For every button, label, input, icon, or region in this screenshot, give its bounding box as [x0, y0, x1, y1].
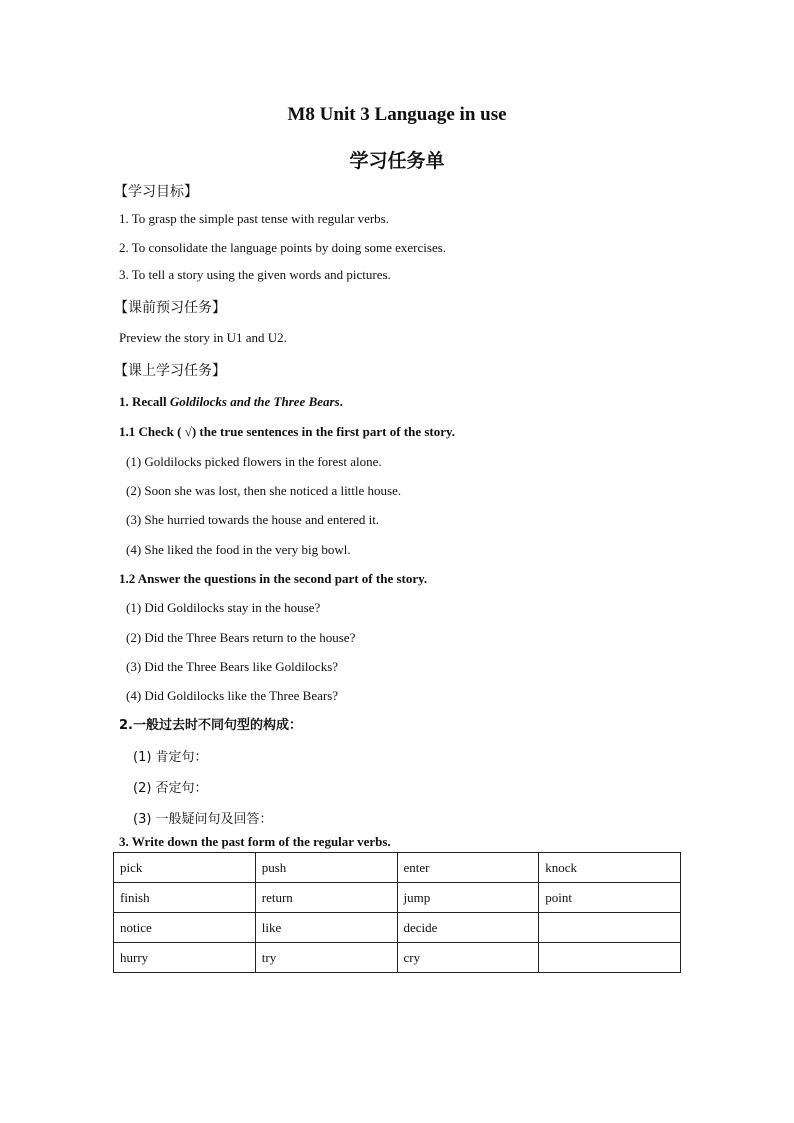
- sentence-pattern-item: (2) 否定句：: [133, 781, 208, 796]
- question-item: (2) Did the Three Bears return to the house?: [126, 630, 356, 645]
- verb-cell: knock: [539, 853, 681, 883]
- preview-text: Preview the story in U1 and U2.: [119, 330, 287, 345]
- verb-cell: decide: [397, 913, 539, 943]
- verbs-table: [113, 852, 681, 973]
- table-row: [114, 853, 681, 883]
- page-subtitle: 学习任务单: [349, 150, 445, 172]
- verb-cell: return: [255, 883, 397, 913]
- question-item: (1) Did Goldilocks stay in the house?: [126, 600, 321, 615]
- task1-suffix: .: [339, 394, 343, 409]
- verb-cell: jump: [397, 883, 539, 913]
- question-item: (3) Did the Three Bears like Goldilocks?: [126, 659, 339, 674]
- objectives-heading: 【学习目标】: [114, 184, 198, 200]
- check-sentence: (4) She liked the food in the very big bowl.: [126, 542, 351, 557]
- verb-cell: notice: [114, 913, 256, 943]
- check-sentence: (2) Soon she was lost, then she noticed a little house.: [126, 483, 402, 498]
- verb-cell: hurry: [114, 943, 256, 973]
- verb-cell: enter: [397, 853, 539, 883]
- table-row: [114, 883, 681, 913]
- question-item: (4) Did Goldilocks like the Three Bears?: [126, 688, 339, 703]
- verb-cell: push: [255, 853, 397, 883]
- verb-cell: finish: [114, 883, 256, 913]
- table-row: [114, 943, 681, 973]
- sentence-pattern-item: (3) 一般疑问句及回答：: [133, 812, 273, 827]
- verb-cell: [539, 913, 681, 943]
- inclass-heading: 【课上学习任务】: [114, 363, 226, 379]
- task1-2-heading: 1.2 Answer the questions in the second part of the story.: [119, 571, 428, 586]
- task1-1-heading: 1.1 Check ( √) the true sentences in the first part of the story.: [119, 424, 456, 439]
- check-sentence: (1) Goldilocks picked flowers in the forest alone.: [126, 454, 382, 469]
- objective-item: 2. To consolidate the language points by doing some exercises.: [119, 240, 447, 255]
- task3-heading: 3. Write down the past form of the regular verbs.: [119, 834, 391, 849]
- verb-cell: cry: [397, 943, 539, 973]
- story-title: Goldilocks and the Three Bears: [169, 394, 340, 409]
- verb-cell: try: [255, 943, 397, 973]
- sentence-pattern-item: (1) 肯定句：: [133, 750, 208, 765]
- check-sentence: (3) She hurried towards the house and entered it.: [126, 512, 380, 527]
- verb-cell: pick: [114, 853, 256, 883]
- verb-cell: [539, 943, 681, 973]
- task1-heading: [119, 394, 343, 410]
- verb-cell: like: [255, 913, 397, 943]
- page-title: M8 Unit 3 Language in use: [287, 104, 507, 125]
- preview-heading: 【课前预习任务】: [114, 300, 226, 316]
- verb-cell: point: [539, 883, 681, 913]
- objective-item: 3. To tell a story using the given words and pictures.: [119, 267, 391, 282]
- task2-heading: 2.一般过去时不同句型的构成：: [119, 718, 302, 733]
- task1-prefix: 1. Recall: [119, 394, 170, 409]
- table-row: [114, 913, 681, 943]
- objective-item: 1. To grasp the simple past tense with regular verbs.: [119, 211, 389, 226]
